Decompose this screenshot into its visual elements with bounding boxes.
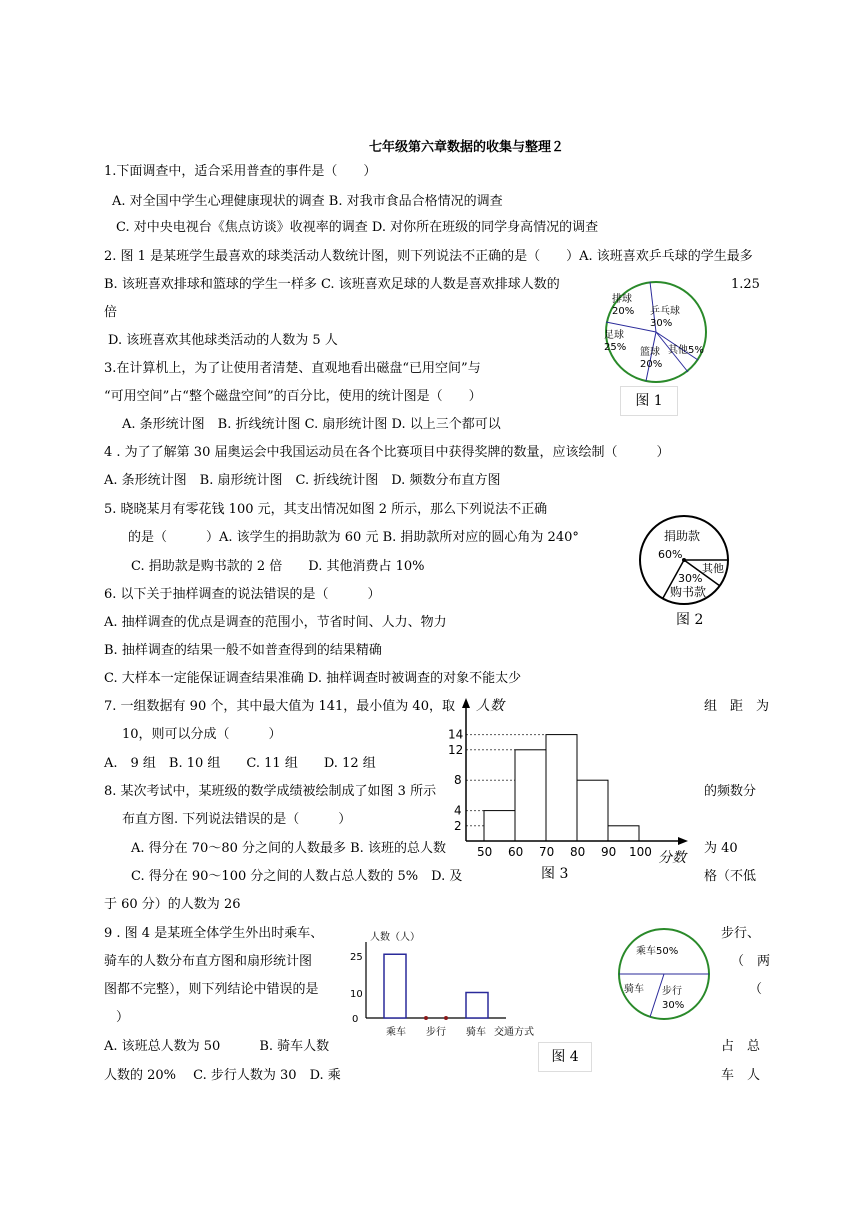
- q8-option-d-end: 于 60 分）的人数为 26: [104, 897, 241, 912]
- fig3-xtick: 90: [601, 845, 617, 859]
- fig1-label-other: 其他5%: [668, 345, 704, 356]
- q4-stem: 4 . 为了了解第 30 届奥运会中我国运动员在各个比赛项目中获得奖牌的数量，应该绘制（ ）: [104, 445, 670, 460]
- q1-options-cd: C. 对中央电视台《焦点访谈》收视率的调查 D. 对你所在班级的同学身高情况的调查: [116, 220, 599, 235]
- figure-4-bar-chart: [346, 928, 546, 1038]
- q9-stem-4: ）: [116, 1010, 130, 1025]
- fig4-cat-car: 乘车: [386, 1027, 406, 1038]
- q7-stem: 7. 一组数据有 90 个，其中最大值为 141，最小值为 40，取: [104, 699, 455, 714]
- fig2-pct-donation: 60%: [658, 548, 683, 561]
- fig4-pie-label-car: 乘车50%: [636, 946, 679, 957]
- fig3-xtick: 50: [477, 845, 493, 859]
- fig2-label-books: 购书款: [670, 585, 707, 599]
- q8-stem: 8. 某次考试中，某班级的数学成绩被绘制成了如图 3 所示: [104, 784, 437, 799]
- fig2-pct-books: 30%: [678, 572, 703, 585]
- fig4-ylabel: 人数（人）: [370, 932, 420, 943]
- fig3-ytick: 14: [448, 727, 464, 742]
- figure-4-caption: 图 4: [538, 1042, 592, 1072]
- q8-options-ab: A. 得分在 70～80 分之间的人数最多 B. 该班的总人数: [131, 841, 446, 856]
- q6-stem: 6. 以下关于抽样调查的说法错误的是（ ）: [104, 587, 381, 602]
- q9-stem-3-tail: （: [749, 982, 763, 997]
- fig4-cat-walk: 步行: [426, 1027, 446, 1038]
- fig3-bar: [577, 780, 608, 841]
- fig4-bar: [466, 993, 488, 1019]
- figure-2-caption: 图 2: [676, 612, 704, 628]
- fig3-bar: [484, 811, 515, 841]
- q9-option-b-tail: 占 总: [721, 1039, 761, 1054]
- q6-options-cd: C. 大样本一定能保证调查结果准确 D. 抽样调查时被调查的对象不能太少: [104, 671, 522, 686]
- figure-1-pie-chart: [594, 280, 718, 384]
- q8-stem-tail: 的频数分: [704, 784, 757, 799]
- fig4-pie-label-walk: 步行: [662, 986, 682, 997]
- figure-2-pie-chart: [636, 514, 732, 606]
- fig1-pct-pingpong: 30%: [650, 318, 673, 329]
- fig1-pct-volleyball: 20%: [612, 306, 635, 317]
- fig3-xtick: 80: [570, 845, 586, 859]
- q2-option-c-tail: 1.25: [731, 277, 760, 292]
- fig4-ytick-10: 10: [350, 989, 363, 1000]
- fig4-cat-bike: 骑车: [466, 1027, 486, 1038]
- fig2-label-other: 其他: [702, 562, 724, 575]
- q9-stem-2: 骑车的人数分布直方图和扇形统计图: [104, 954, 313, 969]
- q8-options-cd: C. 得分在 90～100 分之间的人数占总人数的 5% D. 及: [131, 869, 463, 884]
- fig1-label-basketball: 篮球: [640, 347, 660, 358]
- fig3-ytick: 8: [454, 773, 462, 788]
- q2-option-bc: B. 该班喜欢排球和篮球的学生一样多 C. 该班喜欢足球的人数是喜欢排球人数的: [104, 277, 560, 292]
- figure-1-caption: 图 1: [620, 386, 678, 416]
- q2-option-d: D. 该班喜欢其他球类活动的人数为 5 人: [108, 333, 338, 348]
- figure-3-histogram: [446, 696, 696, 866]
- q8-stem-2: 布直方图. 下列说法错误的是（ ）: [122, 812, 352, 827]
- fig3-bar: [608, 826, 639, 841]
- fig4-bar: [384, 954, 406, 1018]
- q8-option-d-tail: 格（不低: [704, 869, 757, 884]
- q3-options: A. 条形统计图 B. 折线统计图 C. 扇形统计图 D. 以上三个都可以: [122, 417, 501, 432]
- fig3-ytick: 12: [448, 742, 464, 757]
- q7-stem-tail: 组 距 为: [704, 699, 770, 714]
- fig1-label-pingpong: 乒乓球: [650, 306, 680, 317]
- q5-options-cd: C. 捐助款是购书款的 2 倍 D. 其他消费占 10%: [131, 559, 425, 574]
- page-title: 七年级第六章数据的收集与整理２: [369, 140, 565, 155]
- fig3-xtick: 100: [629, 845, 652, 859]
- fig1-pct-basketball: 20%: [640, 359, 663, 370]
- q8-option-b-tail: 为 40: [704, 841, 738, 856]
- fig3-ylabel: 人数: [476, 698, 504, 714]
- fig3-bar: [546, 735, 577, 841]
- q9-options-bcd: 人数的 20% C. 步行人数为 30 D. 乘: [104, 1068, 341, 1083]
- q9-stem-3: 图都不完整），则下列结论中错误的是: [104, 982, 319, 997]
- q3-stem-1: 3.在计算机上，为了让使用者清楚、直观地看出磁盘“已用空间”与: [104, 361, 481, 376]
- q5-stem: 5. 晓晓某月有零花钱 100 元，其支出情况如图 2 所示，那么下列说法不正确: [104, 502, 548, 517]
- q2-stem: 2. 图 1 是某班学生最喜欢的球类活动人数统计图，则下列说法不正确的是（ ）A. 该班喜欢乒乓球的学生最多: [104, 249, 753, 264]
- fig2-label-donation: 捐助款: [664, 529, 701, 543]
- fig3-ytick: 4: [454, 803, 462, 818]
- q1-options-ab: A. 对全国中学生心理健康现状的调查 B. 对我市食品合格情况的调查: [112, 194, 503, 209]
- q5-options-ab: 的是（ ）A. 该学生的捐助款为 60 元 B. 捐助款所对应的圆心角为 240°: [128, 530, 579, 545]
- q9-option-d-tail: 车 人: [721, 1068, 761, 1083]
- fig4-xlabel: 交通方式: [494, 1027, 534, 1038]
- q7-options: A. 9 组 B. 10 组 C. 11 组 D. 12 组: [104, 756, 376, 771]
- q9-stem-1: 9 . 图 4 是某班全体学生外出时乘车、: [104, 926, 324, 941]
- fig3-xlabel: 分数: [658, 850, 686, 866]
- fig3-bar: [515, 750, 546, 841]
- fig4-ytick-25: 25: [350, 952, 363, 963]
- q9-options-ab: A. 该班总人数为 50 B. 骑车人数: [104, 1039, 330, 1054]
- q1-stem: 1.下面调查中，适合采用普查的事件是（ ）: [104, 164, 377, 179]
- fig3-xtick: 60: [508, 845, 524, 859]
- fig1-label-football: 足球: [604, 330, 624, 341]
- q2-option-c-bei: 倍: [104, 305, 118, 320]
- q3-stem-2: “可用空间”占“整个磁盘空间”的百分比，使用的统计图是（ ）: [104, 389, 482, 404]
- figure-4-pie-chart: [612, 926, 716, 1022]
- figure-3-caption: 图 3: [541, 866, 569, 882]
- fig3-xtick: 70: [539, 845, 555, 859]
- fig4-pie-pct-walk: 30%: [662, 1000, 685, 1011]
- fig4-ytick-0: 0: [352, 1014, 359, 1025]
- q9-stem-1-tail: 步行、: [721, 926, 761, 941]
- fig4-pie-label-bike: 骑车: [624, 984, 644, 995]
- q6-option-a: A. 抽样调查的优点是调查的范围小，节省时间、人力、物力: [104, 615, 447, 630]
- q6-option-b: B. 抽样调查的结果一般不如普查得到的结果精确: [104, 643, 382, 658]
- q9-stem-2-tail: （ 两: [731, 954, 771, 969]
- q7-stem-2: 10，则可以分成（ ）: [122, 727, 282, 742]
- fig3-ytick: 2: [454, 818, 462, 833]
- fig1-label-volleyball: 排球: [612, 294, 632, 305]
- fig1-pct-football: 25%: [604, 342, 627, 353]
- q4-options: A. 条形统计图 B. 扇形统计图 C. 折线统计图 D. 频数分布直方图: [104, 473, 501, 488]
